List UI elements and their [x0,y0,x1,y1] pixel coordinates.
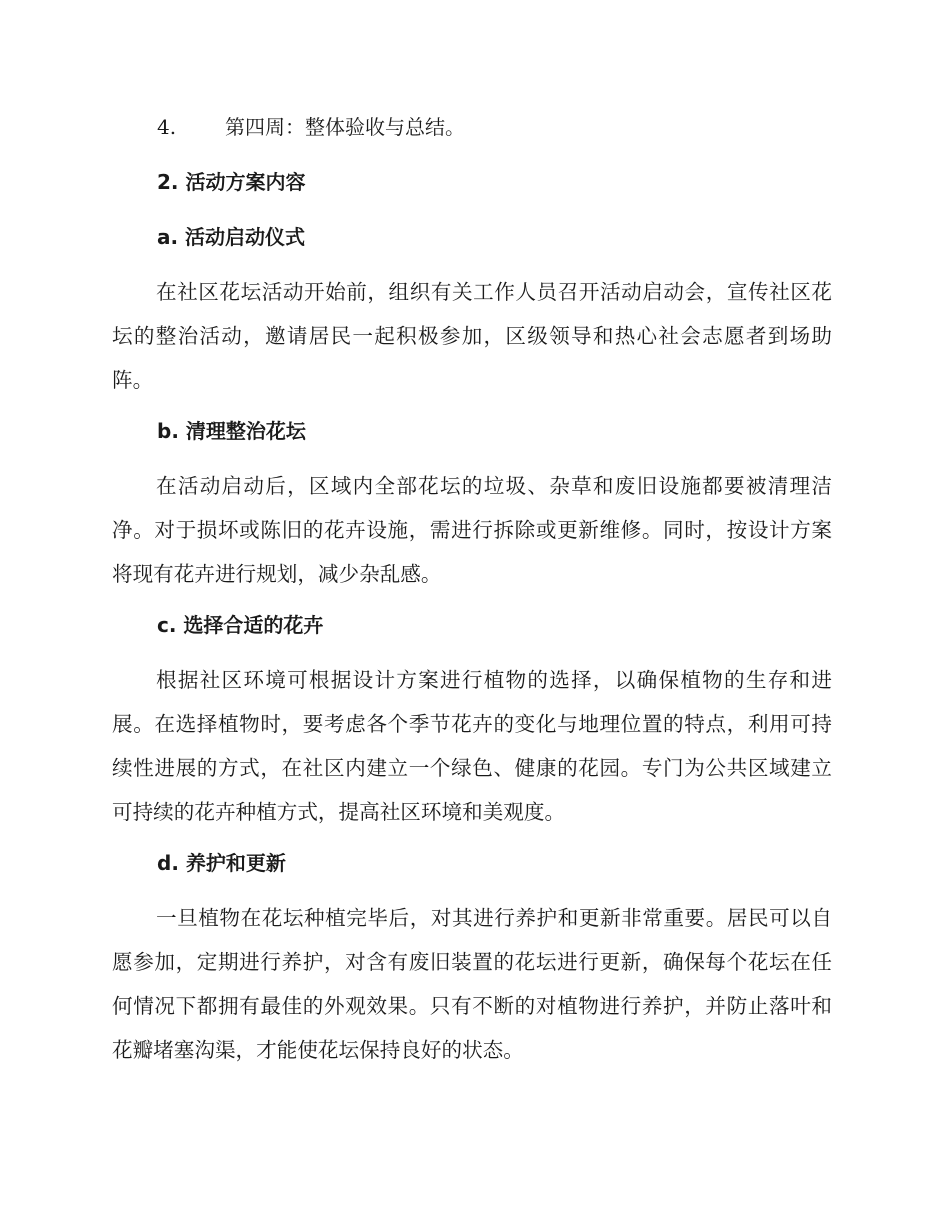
list-item-week-4 [157,113,465,141]
subsection-body-c: 根据社区环境可根据设计方案进行植物的选择，以确保植物的生存和进展。在选择植物时，要考虑各个季节花卉的变化与地理位置的特点，利用可持续性进展的方式，在社区内建立一个绿色、健康的花园。专门为公共区域建立可持续的花卉种植方式，提高社区环境和美观度。 [112,668,832,824]
subsection-body-a: 在社区花坛活动开始前，组织有关工作人员召开活动启动会，宣传社区花坛的整治活动，邀请居民一起积极参加，区级领导和热心社会志愿者到场助阵。 [112,280,832,392]
subsection-heading-a: a. 活动启动仪式 [157,225,306,249]
subsection-heading-b: b. 清理整治花坛 [157,419,306,443]
subsection-body-d: 一旦植物在花坛种植完毕后，对其进行养护和更新非常重要。居民可以自愿参加，定期进行养护，对含有废旧装置的花坛进行更新，确保每个花坛在任何情况下都拥有最佳的外观效果。只有不断的对植物进行养护，并防止落叶和花瓣堵塞沟渠，才能使花坛保持良好的状态。 [112,906,832,1062]
subsection-heading-c: c. 选择合适的花卉 [157,613,324,637]
subsection-body-b: 在活动启动后，区域内全部花坛的垃圾、杂草和废旧设施都要被清理洁净。对于损坏或陈旧的花卉设施，需进行拆除或更新维修。同时，按设计方案将现有花卉进行规划，减少杂乱感。 [112,474,832,586]
list-item-text: 第四周：整体验收与总结。 [225,115,465,139]
section-heading: 2. 活动方案内容 [157,170,306,194]
subsection-heading-d: d. 养护和更新 [157,851,286,875]
list-item-number: 4. [157,115,177,139]
